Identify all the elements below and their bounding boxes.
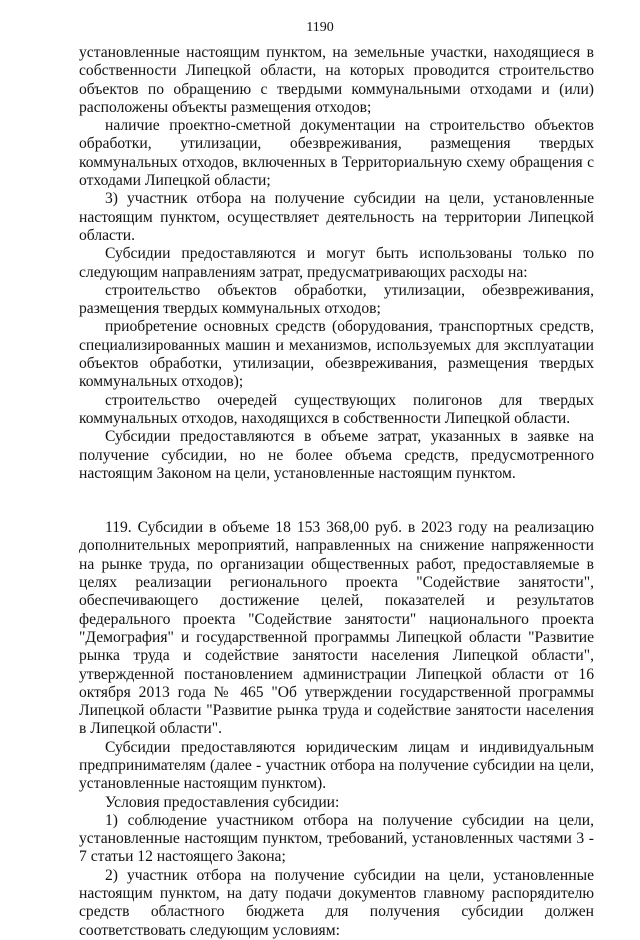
paragraph: Субсидии предоставляются и могут быть использованы только по следующим направлениям затрат, предусматривающих расходы на: xyxy=(79,245,594,281)
paragraph-item-119: 119. Субсидии в объеме 18 153 368,00 руб. в 2023 году на реализацию дополнительных мероприятий, направленных на снижение напряженности на рынке труда, по организации общественных работ, предоставляемые в целях реализации регионального проекта "Содействие занятости", обеспечивающего достижение целей, показателей и результатов федерального проекта "Содействие занятости" национального проекта "Демография" и государственной программы Липецкой области "Развитие рынка труда и содействие занятости населения Липецкой области", утвержденной постановлением администрации Липецкой области от 16 октября 2013 года № 465 "Об утверждении государственной программы Липецкой области "Развитие рынка труда и содействие занятости населения в Липецкой области". xyxy=(79,519,594,738)
paragraph: наличие проектно-сметной документации на строительство объектов обработки, утилизации, обезвреживания, размещения твердых коммунальных отходов, включенных в Территориальную схему обращения с отходами Липецкой области; xyxy=(79,117,594,190)
paragraph: установленные настоящим пунктом, на земельные участки, находящиеся в собственности Липецкой области, на которых проводится строительство объектов по обращению с твердыми коммунальными отходами и (или) расположены объекты размещения отходов; xyxy=(79,44,594,116)
paragraph: Условия предоставления субсидии: xyxy=(105,793,340,811)
page-number: 1190 xyxy=(306,20,334,35)
paragraph: строительство очередей существующих полигонов для твердых коммунальных отходов, находящихся в собственности Липецкой области. xyxy=(79,391,594,427)
paragraph: 3) участник отбора на получение субсидии на цели, установленные настоящим пунктом, осуществляет деятельность на территории Липецкой области. xyxy=(79,190,594,244)
paragraph: Субсидии предоставляются юридическим лицам и индивидуальным предпринимателям (далее - участник отбора на получение субсидии на цели, установленные настоящим пунктом). xyxy=(79,738,594,793)
paragraph: 1) соблюдение участником отбора на получение субсидии на цели, установленные настоящим пунктом, требований, установленных частями 3 - 7 статьи 12 настоящего Закона; xyxy=(79,811,594,866)
paragraph: приобретение основных средств (оборудования, транспортных средств, специализированных машин и механизмов, используемых для эксплуатации объектов обработки, утилизации, обезвреживания, размещения твердых коммунальных отходов); xyxy=(79,318,594,391)
document-body xyxy=(79,44,594,940)
paragraph: 2) участник отбора на получение субсидии на цели, установленные настоящим пунктом, на дату подачи документов главному распорядителю средств областного бюджета для получения субсидии должен соответствовать следующим условиям: xyxy=(79,866,594,939)
paragraph: строительство объектов обработки, утилизации, обезвреживания, размещения твердых коммунальных отходов; xyxy=(79,281,594,318)
paragraph: Субсидии предоставляются в объеме затрат, указанных в заявке на получение субсидии, но не более объема средств, предусмотренного настоящим Законом на цели, установленные настоящим пунктом. xyxy=(79,428,594,482)
